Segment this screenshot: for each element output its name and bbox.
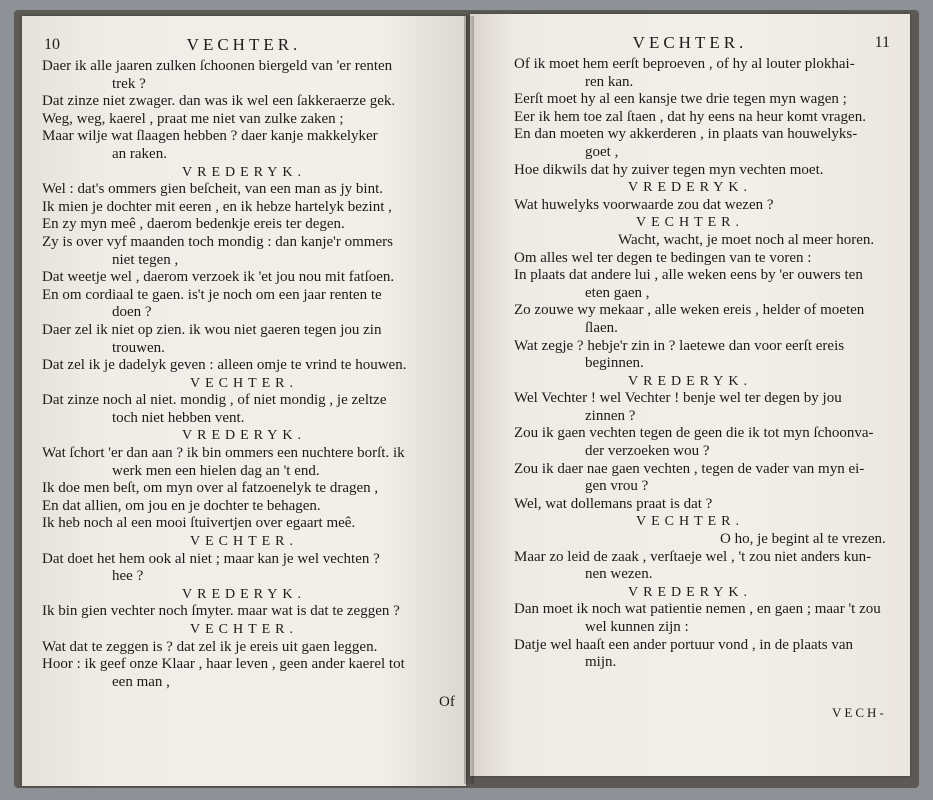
- running-head: VECHTER.: [632, 33, 748, 52]
- speaker-name: VREDERYK.: [182, 586, 306, 602]
- text-line: Zou ik daer nae gaen vechten , tegen de vader van myn ei-: [514, 460, 865, 477]
- text-line: En dan moeten wy akkerderen , in plaats van houwelyks-: [514, 126, 858, 143]
- text-line: Wacht, wacht, je moet noch al meer horen.: [618, 231, 875, 248]
- text-line: En dat allien, om jou en je dochter te behagen.: [42, 497, 321, 514]
- text-line: Wat dat te zeggen is ? dat zel ik je ereis uit gaen leggen.: [42, 638, 378, 655]
- text-line: beginnen.: [585, 355, 644, 372]
- text-line: zinnen ?: [585, 407, 636, 424]
- text-line: Dat doet het hem ook al niet ; maar kan je wel vechten ?: [42, 550, 380, 567]
- speaker-name: VECHTER.: [189, 622, 299, 637]
- speaker-name: VECHTER.: [635, 215, 745, 231]
- text-line: Eerſt moet hy al een kansje twe drie tegen myn wagen ;: [514, 91, 847, 108]
- speaker-name: VREDERYK.: [628, 180, 752, 196]
- text-line: toch niet hebben vent.: [112, 409, 245, 426]
- text-line: Ik bin gien vechter noch ſmyter. maar wat is dat te zeggen ?: [42, 603, 400, 620]
- text-line: Hoe dikwils dat hy zuiver tegen myn vechten moet.: [514, 161, 824, 178]
- text-line: O ho, je begint al te vrezen.: [720, 531, 886, 548]
- text-line: Ik doe men beſt, om myn over al fatzoenelyk te dragen ,: [42, 480, 379, 497]
- left-page-text: [22, 58, 466, 691]
- right-page: [470, 14, 910, 776]
- text-line: En zy myn meê , daerom bedenkje ereis ter degen.: [42, 216, 345, 233]
- running-head: VECHTER.: [186, 35, 302, 54]
- text-line: Hoor : ik geef onze Klaar , haar leven , geen ander kaerel tot: [42, 656, 405, 673]
- text-line: mijn.: [585, 654, 617, 671]
- text-line: eten gaen ,: [585, 284, 650, 301]
- text-line: Datje wel haaſt een ander portuur vond , in de plaats van: [514, 636, 854, 653]
- text-line: werk men een hielen dag an 't end.: [112, 462, 320, 479]
- text-line: Zy is over vyf maanden toch mondig : dan kanje'r ommers: [42, 233, 393, 250]
- speaker-name: VECHTER.: [189, 375, 299, 391]
- left-page: [22, 16, 466, 786]
- text-line: ſlaen.: [585, 319, 618, 336]
- text-line: Ik heb noch al een mooi ſtuivertjen over egaart meê.: [42, 515, 356, 532]
- text-line: Wel Vechter ! wel Vechter ! benje wel ter degen by jou: [514, 390, 842, 407]
- right-page-header: [470, 34, 910, 54]
- text-line: Of ik moet hem eerſt beproeven , of hy al louter plokhai-: [514, 56, 855, 72]
- speaker-name: VECHTER.: [635, 514, 745, 530]
- text-line: Zou ik gaen vechten tegen de geen die ik tot myn ſchoonva-: [514, 425, 874, 442]
- left-page-header: [22, 36, 466, 56]
- text-line: Wel : dat's ommers gien beſcheit, van een man as jy bint.: [42, 181, 383, 198]
- text-line: doen ?: [112, 304, 152, 321]
- text-line: Wel, wat dollemans praat is dat ?: [514, 495, 713, 512]
- text-line: Daer zel ik niet op zien. ik wou niet gaeren tegen jou zin: [42, 321, 382, 338]
- book-gutter: [464, 16, 474, 784]
- text-line: an raken.: [112, 145, 167, 162]
- text-line: Maar zo leid de zaak , verſtaeje wel , 't zou niet anders kun-: [514, 548, 872, 565]
- text-line: Weg, weg, kaerel , praat me niet van zulke zaken ;: [42, 110, 344, 127]
- text-line: Daer ik alle jaaren zulken ſchoonen biergeld van 'er renten: [42, 58, 393, 74]
- text-line: Eer ik hem toe zal ſtaen , dat hy eens na heur komt vragen.: [514, 108, 866, 125]
- text-line: hee ?: [112, 568, 144, 585]
- text-line: Om alles wel ter degen te bedingen van te voren :: [514, 249, 812, 266]
- page-number: 10: [44, 36, 60, 53]
- text-line: goet ,: [585, 143, 619, 160]
- text-line: wel kunnen zijn :: [585, 619, 689, 635]
- catchword: Of: [439, 694, 455, 710]
- text-line: Wat huwelyks voorwaarde zou dat wezen ?: [514, 196, 774, 213]
- text-line: trek ?: [112, 75, 146, 92]
- right-page-text: [470, 56, 910, 672]
- text-line: Dat weetje wel , daerom verzoek ik 'et jou nou mit fatſoen.: [42, 269, 395, 286]
- catchword: VECH-: [832, 705, 887, 720]
- text-line: Dan moet ik noch wat patientie nemen , en gaen ; maar 't zou: [514, 601, 881, 618]
- text-line: Wat zegje ? hebje'r zin in ? laetewe dan voor eerſt ereis: [514, 337, 845, 354]
- text-line: Dat zinze niet zwager. dan was ik wel een ſakkeraerze gek.: [42, 93, 396, 110]
- text-line: In plaats dat andere lui , alle weken eens by 'er ouwers ten: [514, 267, 863, 284]
- text-line: Dat zel ik je dadelyk geven : alleen omje te vrind te houwen.: [42, 357, 407, 374]
- text-line: een man ,: [112, 673, 170, 690]
- speaker-name: VREDERYK.: [628, 373, 752, 389]
- speaker-name: VREDERYK.: [182, 428, 306, 444]
- text-line: Wat ſchort 'er dan aan ? ik bin ommers een nuchtere borſt. ik: [42, 445, 405, 462]
- text-line: gen vrou ?: [585, 478, 649, 495]
- text-line: der verzoeken wou ?: [585, 443, 710, 460]
- text-line: niet tegen ,: [112, 251, 179, 268]
- text-line: Zo zouwe wy mekaar , alle weken ereis , helder of moeten: [514, 302, 865, 319]
- speaker-name: VECHTER.: [189, 534, 299, 550]
- speaker-name: VREDERYK.: [182, 164, 306, 180]
- text-line: En om cordiaal te gaen. is't je noch om een jaar renten te: [42, 286, 382, 303]
- text-line: Maar wilje wat ſlaagen hebben ? daer kanje makkelyker: [42, 128, 378, 145]
- text-line: nen wezen.: [585, 566, 653, 583]
- speaker-name: VREDERYK.: [628, 584, 752, 600]
- page-number: 11: [874, 34, 890, 51]
- text-line: Dat zinze noch al niet. mondig , of niet mondig , je zeltze: [42, 392, 387, 409]
- text-line: ren kan.: [585, 73, 634, 90]
- text-line: Ik mien je dochter mit eeren , en ik hebze hartelyk bezint ,: [42, 198, 392, 215]
- text-line: trouwen.: [112, 339, 165, 356]
